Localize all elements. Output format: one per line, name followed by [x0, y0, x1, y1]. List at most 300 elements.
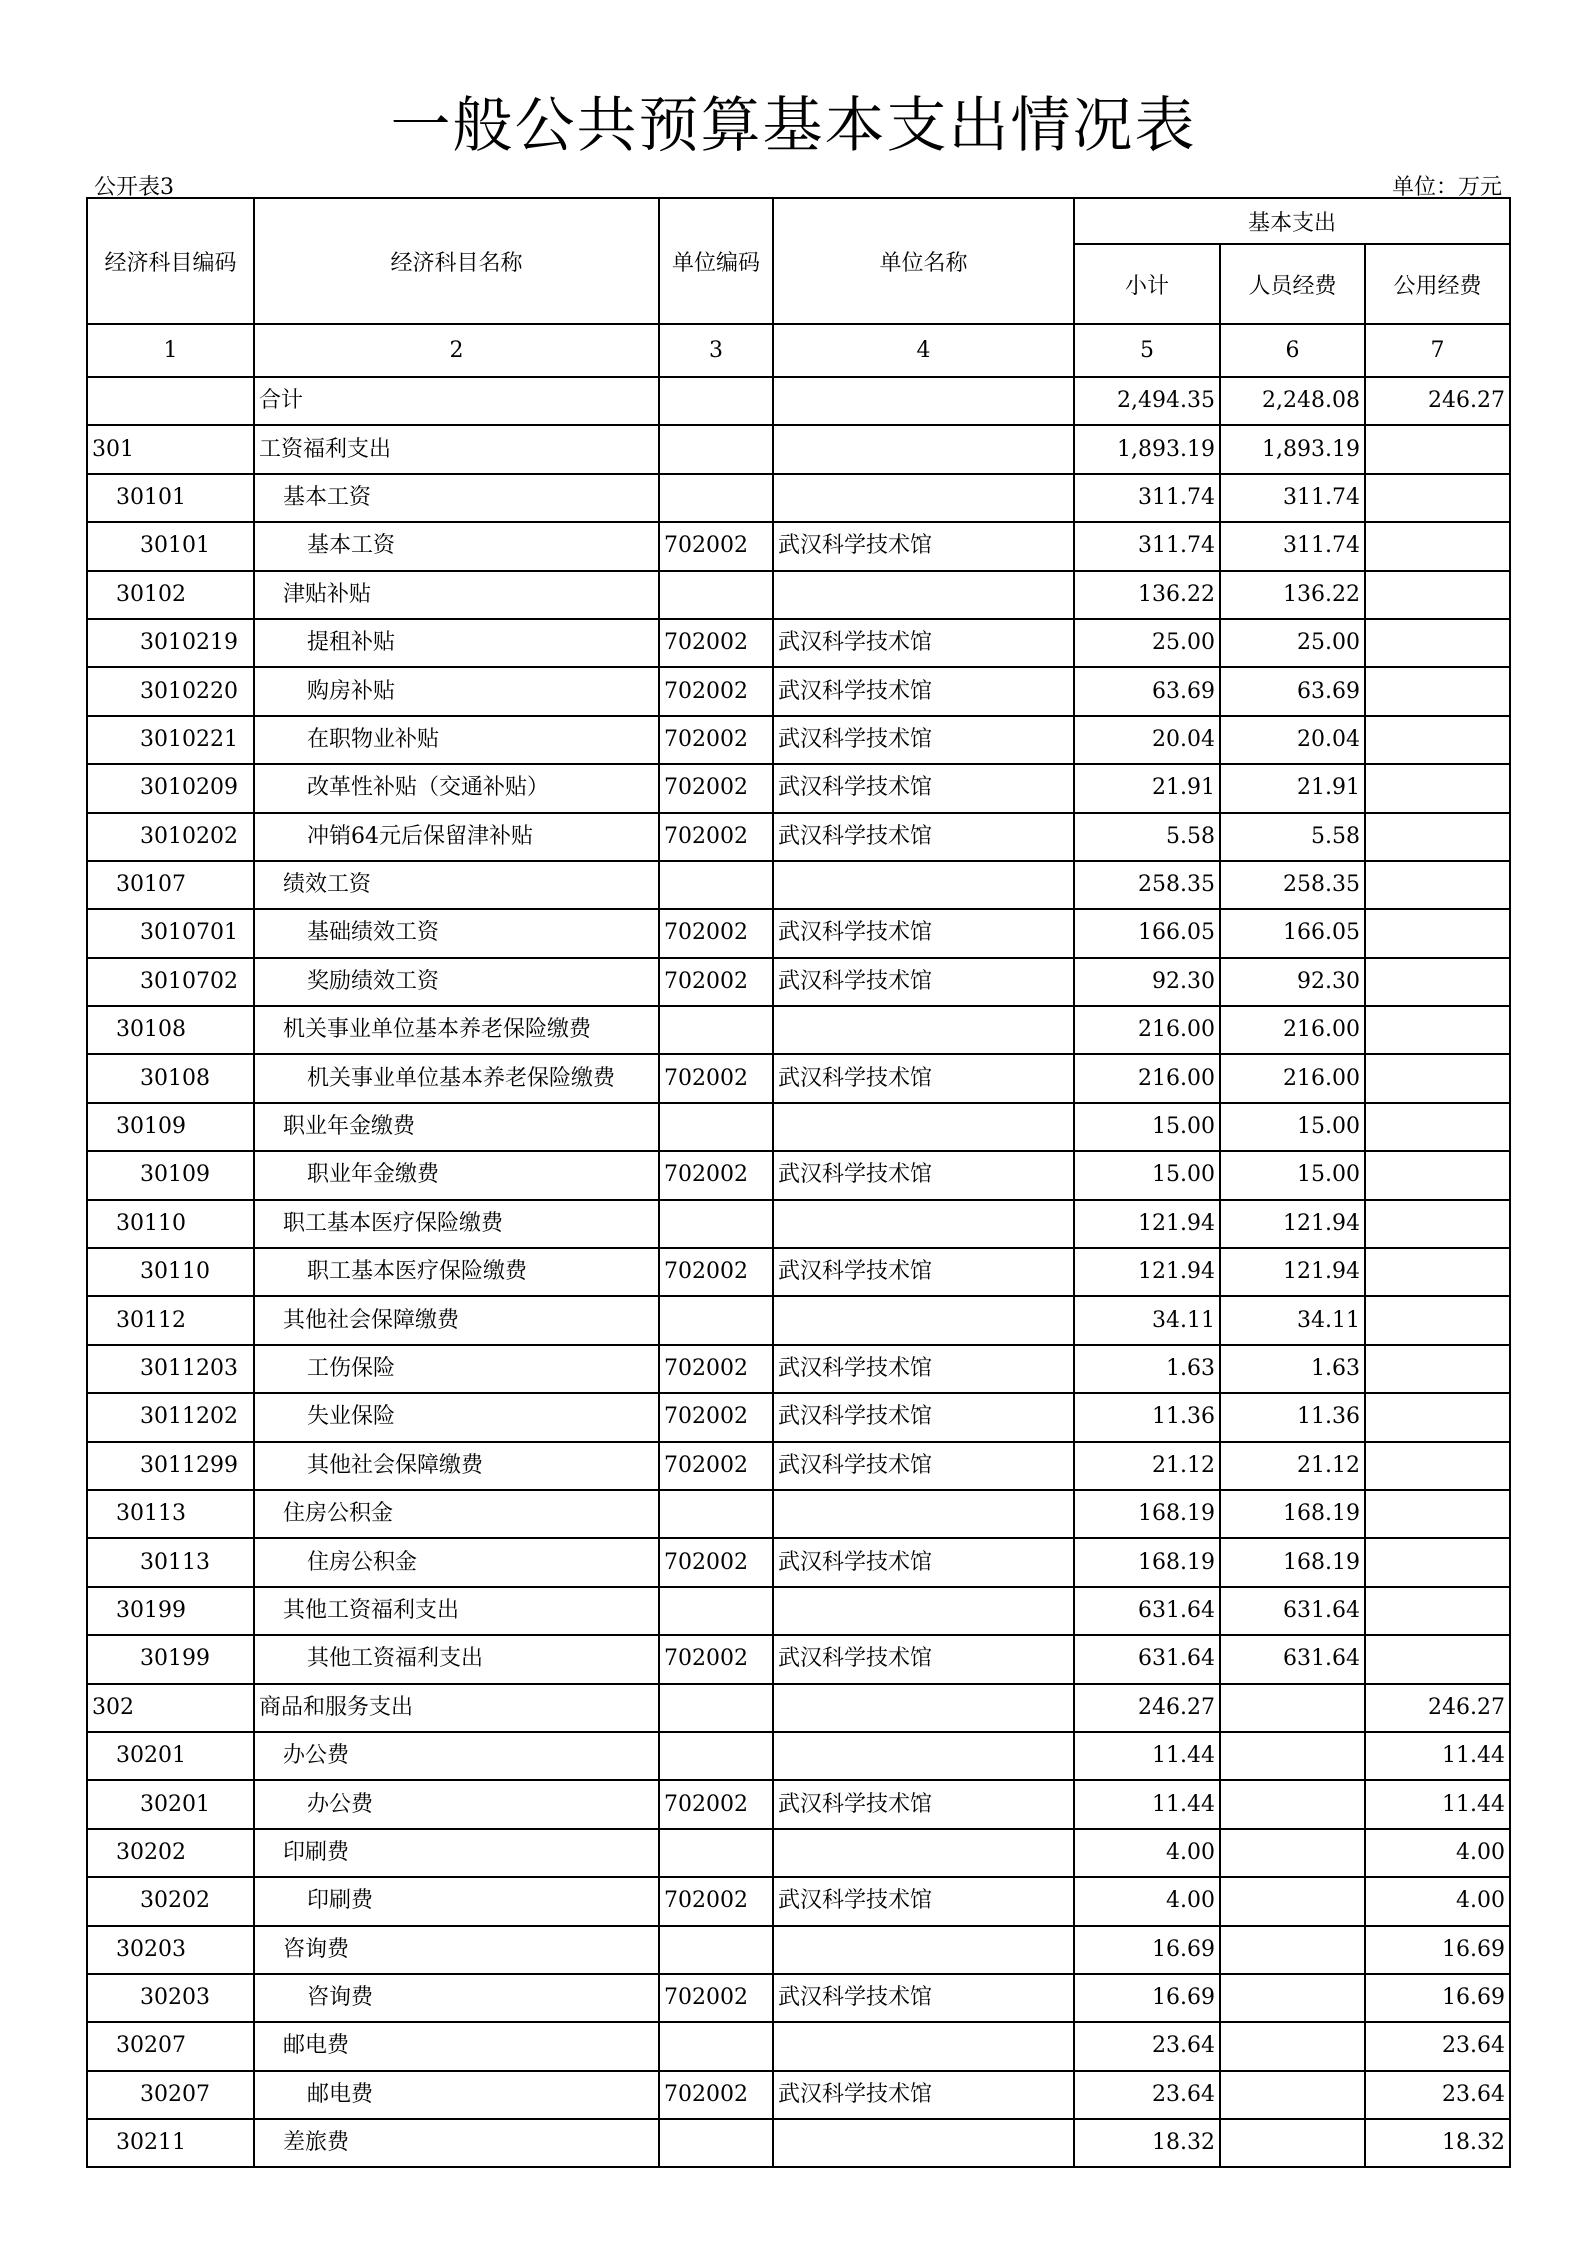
cell-unit-name [773, 861, 1074, 909]
cell-code: 3010219 [87, 619, 254, 667]
cell-public [1365, 571, 1510, 619]
cell-subtotal: 136.22 [1074, 571, 1220, 619]
cell-unit-name: 武汉科学技术馆 [773, 1877, 1074, 1925]
cell-unit-name: 武汉科学技术馆 [773, 1151, 1074, 1199]
cell-code: 30113 [87, 1538, 254, 1586]
cell-unit-code: 702002 [659, 716, 773, 764]
cell-subtotal: 15.00 [1074, 1103, 1220, 1151]
page-title: 一般公共预算基本支出情况表 [390, 91, 1197, 161]
cell-name: 职工基本医疗保险缴费 [254, 1248, 659, 1296]
cell-subtotal: 20.04 [1074, 716, 1220, 764]
cell-unit-code [659, 1103, 773, 1151]
cell-name: 咨询费 [254, 1974, 659, 2022]
cell-unit-code [659, 861, 773, 909]
cell-name: 办公费 [254, 1732, 659, 1780]
cell-unit-code: 702002 [659, 667, 773, 715]
cell-personnel: 21.12 [1220, 1442, 1365, 1490]
cell-personnel [1220, 1974, 1365, 2022]
cell-code: 30112 [87, 1296, 254, 1344]
cell-name: 机关事业单位基本养老保险缴费 [254, 1054, 659, 1102]
cell-name: 职业年金缴费 [254, 1103, 659, 1151]
cell-personnel: 63.69 [1220, 667, 1365, 715]
cell-unit-name: 武汉科学技术馆 [773, 813, 1074, 861]
cell-name: 在职物业补贴 [254, 716, 659, 764]
cell-unit-name: 武汉科学技术馆 [773, 1442, 1074, 1490]
cell-name: 购房补贴 [254, 667, 659, 715]
sheet-label: 公开表3 [94, 175, 174, 200]
cell-subtotal: 5.58 [1074, 813, 1220, 861]
cell-code: 30110 [87, 1200, 254, 1248]
cell-unit-name: 武汉科学技术馆 [773, 1780, 1074, 1828]
cell-unit-name: 武汉科学技术馆 [773, 1974, 1074, 2022]
cell-unit-code [659, 2119, 773, 2167]
col-number: 7 [1365, 324, 1510, 377]
cell-personnel [1220, 1926, 1365, 1974]
table-row [87, 2022, 1510, 2070]
table-row [87, 667, 1510, 715]
cell-name: 其他工资福利支出 [254, 1635, 659, 1683]
table-row [87, 425, 1510, 473]
cell-public [1365, 1006, 1510, 1054]
table-row [87, 2071, 1510, 2119]
cell-name: 机关事业单位基本养老保险缴费 [254, 1006, 659, 1054]
cell-name: 绩效工资 [254, 861, 659, 909]
cell-unit-name [773, 2119, 1074, 2167]
cell-subtotal: 21.91 [1074, 764, 1220, 812]
table-row [87, 474, 1510, 522]
cell-public: 11.44 [1365, 1780, 1510, 1828]
cell-personnel: 15.00 [1220, 1103, 1365, 1151]
cell-code: 30108 [87, 1006, 254, 1054]
cell-unit-name [773, 1006, 1074, 1054]
cell-code: 3010209 [87, 764, 254, 812]
table-row [87, 571, 1510, 619]
cell-unit-name [773, 1490, 1074, 1538]
col-number: 3 [659, 324, 773, 377]
cell-unit-code: 702002 [659, 909, 773, 957]
cell-public [1365, 813, 1510, 861]
cell-public [1365, 1054, 1510, 1102]
cell-personnel: 92.30 [1220, 958, 1365, 1006]
cell-unit-code [659, 377, 773, 425]
cell-code: 30101 [87, 474, 254, 522]
header-name: 经济科目名称 [254, 198, 659, 324]
cell-unit-code [659, 1587, 773, 1635]
cell-code: 30201 [87, 1780, 254, 1828]
cell-personnel: 121.94 [1220, 1200, 1365, 1248]
cell-unit-name [773, 1684, 1074, 1732]
cell-public [1365, 861, 1510, 909]
cell-subtotal: 168.19 [1074, 1490, 1220, 1538]
cell-unit-name: 武汉科学技术馆 [773, 958, 1074, 1006]
cell-code: 30211 [87, 2119, 254, 2167]
cell-code: 3010221 [87, 716, 254, 764]
cell-name: 住房公积金 [254, 1490, 659, 1538]
cell-name: 邮电费 [254, 2022, 659, 2070]
cell-code: 3010220 [87, 667, 254, 715]
cell-personnel: 34.11 [1220, 1296, 1365, 1344]
cell-unit-code [659, 1006, 773, 1054]
cell-subtotal: 168.19 [1074, 1538, 1220, 1586]
cell-personnel: 25.00 [1220, 619, 1365, 667]
cell-code: 30207 [87, 2022, 254, 2070]
header-unit-code: 单位编码 [659, 198, 773, 324]
cell-unit-code: 702002 [659, 1538, 773, 1586]
cell-subtotal: 2,494.35 [1074, 377, 1220, 425]
col-number: 6 [1220, 324, 1365, 377]
header-subtotal: 小计 [1074, 244, 1220, 324]
cell-subtotal: 246.27 [1074, 1684, 1220, 1732]
cell-subtotal: 63.69 [1074, 667, 1220, 715]
cell-unit-name: 武汉科学技术馆 [773, 1345, 1074, 1393]
cell-unit-name [773, 1926, 1074, 1974]
cell-code: 302 [87, 1684, 254, 1732]
cell-public [1365, 1490, 1510, 1538]
cell-unit-name [773, 1587, 1074, 1635]
cell-unit-name [773, 1296, 1074, 1344]
cell-public [1365, 764, 1510, 812]
cell-subtotal: 11.44 [1074, 1732, 1220, 1780]
cell-unit-name: 武汉科学技术馆 [773, 909, 1074, 957]
cell-code: 30203 [87, 1974, 254, 2022]
cell-public: 246.27 [1365, 1684, 1510, 1732]
table-row [87, 1248, 1510, 1296]
cell-unit-code: 702002 [659, 1248, 773, 1296]
cell-subtotal: 23.64 [1074, 2071, 1220, 2119]
cell-public: 4.00 [1365, 1877, 1510, 1925]
table-row [87, 1926, 1510, 1974]
table-row [87, 1538, 1510, 1586]
cell-subtotal: 631.64 [1074, 1587, 1220, 1635]
cell-public: 4.00 [1365, 1829, 1510, 1877]
cell-unit-code: 702002 [659, 619, 773, 667]
cell-public: 23.64 [1365, 2022, 1510, 2070]
cell-code: 30102 [87, 571, 254, 619]
cell-unit-name: 武汉科学技术馆 [773, 1393, 1074, 1441]
cell-personnel: 216.00 [1220, 1054, 1365, 1102]
table-row [87, 2119, 1510, 2167]
expenditure-table [86, 197, 1511, 2168]
cell-unit-code: 702002 [659, 1635, 773, 1683]
header-basic: 基本支出 [1074, 198, 1510, 244]
cell-name: 合计 [254, 377, 659, 425]
table-row [87, 619, 1510, 667]
cell-name: 职工基本医疗保险缴费 [254, 1200, 659, 1248]
cell-code: 3010701 [87, 909, 254, 957]
table-row [87, 764, 1510, 812]
table-row [87, 1345, 1510, 1393]
cell-unit-code: 702002 [659, 1780, 773, 1828]
table-row [87, 1393, 1510, 1441]
cell-unit-name [773, 1829, 1074, 1877]
cell-subtotal: 11.36 [1074, 1393, 1220, 1441]
cell-name: 其他工资福利支出 [254, 1587, 659, 1635]
unit-label: 单位：万元 [1391, 175, 1502, 200]
cell-public: 16.69 [1365, 1974, 1510, 2022]
cell-name: 印刷费 [254, 1829, 659, 1877]
cell-unit-name: 武汉科学技术馆 [773, 1054, 1074, 1102]
cell-personnel [1220, 2071, 1365, 2119]
cell-public [1365, 1345, 1510, 1393]
cell-code: 3011202 [87, 1393, 254, 1441]
cell-subtotal: 34.11 [1074, 1296, 1220, 1344]
cell-public: 11.44 [1365, 1732, 1510, 1780]
cell-personnel: 1,893.19 [1220, 425, 1365, 473]
cell-public [1365, 1587, 1510, 1635]
cell-subtotal: 216.00 [1074, 1054, 1220, 1102]
cell-unit-code: 702002 [659, 1442, 773, 1490]
cell-unit-name [773, 1103, 1074, 1151]
cell-subtotal: 16.69 [1074, 1926, 1220, 1974]
cell-subtotal: 11.44 [1074, 1780, 1220, 1828]
cell-code: 30199 [87, 1587, 254, 1635]
cell-unit-name: 武汉科学技术馆 [773, 1538, 1074, 1586]
cell-name: 其他社会保障缴费 [254, 1442, 659, 1490]
table-row [87, 1635, 1510, 1683]
header-public: 公用经费 [1365, 244, 1510, 324]
cell-unit-code [659, 1829, 773, 1877]
cell-unit-name [773, 571, 1074, 619]
table-row [87, 1732, 1510, 1780]
cell-name: 办公费 [254, 1780, 659, 1828]
cell-name: 邮电费 [254, 2071, 659, 2119]
cell-personnel [1220, 1732, 1365, 1780]
cell-name: 奖励绩效工资 [254, 958, 659, 1006]
cell-code: 30109 [87, 1103, 254, 1151]
cell-public [1365, 1296, 1510, 1344]
cell-code: 30107 [87, 861, 254, 909]
cell-name: 改革性补贴（交通补贴） [254, 764, 659, 812]
cell-name: 差旅费 [254, 2119, 659, 2167]
cell-subtotal: 21.12 [1074, 1442, 1220, 1490]
header-code: 经济科目编码 [87, 198, 254, 324]
cell-public [1365, 619, 1510, 667]
table-row [87, 1490, 1510, 1538]
table-row [87, 861, 1510, 909]
cell-unit-code [659, 425, 773, 473]
cell-public [1365, 1248, 1510, 1296]
cell-personnel: 258.35 [1220, 861, 1365, 909]
cell-name: 失业保险 [254, 1393, 659, 1441]
table-row [87, 1877, 1510, 1925]
cell-public: 18.32 [1365, 2119, 1510, 2167]
cell-code: 30202 [87, 1829, 254, 1877]
cell-unit-code: 702002 [659, 1877, 773, 1925]
cell-unit-code: 702002 [659, 1151, 773, 1199]
cell-public [1365, 958, 1510, 1006]
cell-personnel: 166.05 [1220, 909, 1365, 957]
cell-name: 印刷费 [254, 1877, 659, 1925]
cell-unit-code: 702002 [659, 522, 773, 570]
cell-unit-code: 702002 [659, 764, 773, 812]
table-row [87, 1103, 1510, 1151]
cell-public [1365, 522, 1510, 570]
cell-public: 246.27 [1365, 377, 1510, 425]
cell-unit-code: 702002 [659, 1974, 773, 2022]
table-body [87, 377, 1510, 2167]
cell-code: 30108 [87, 1054, 254, 1102]
cell-name: 基本工资 [254, 522, 659, 570]
cell-public [1365, 1442, 1510, 1490]
cell-personnel: 121.94 [1220, 1248, 1365, 1296]
cell-personnel [1220, 2022, 1365, 2070]
cell-subtotal: 311.74 [1074, 522, 1220, 570]
cell-public [1365, 425, 1510, 473]
cell-personnel: 311.74 [1220, 474, 1365, 522]
cell-subtotal: 4.00 [1074, 1877, 1220, 1925]
table-row [87, 1442, 1510, 1490]
cell-code: 30207 [87, 2071, 254, 2119]
cell-name: 提租补贴 [254, 619, 659, 667]
cell-subtotal: 92.30 [1074, 958, 1220, 1006]
cell-unit-name: 武汉科学技术馆 [773, 1635, 1074, 1683]
cell-personnel [1220, 1780, 1365, 1828]
cell-unit-code: 702002 [659, 2071, 773, 2119]
cell-personnel: 2,248.08 [1220, 377, 1365, 425]
cell-public [1365, 667, 1510, 715]
cell-subtotal: 121.94 [1074, 1200, 1220, 1248]
cell-unit-code: 702002 [659, 1393, 773, 1441]
cell-unit-code [659, 1490, 773, 1538]
cell-subtotal: 15.00 [1074, 1151, 1220, 1199]
cell-unit-code [659, 1684, 773, 1732]
cell-code: 3010202 [87, 813, 254, 861]
cell-subtotal: 23.64 [1074, 2022, 1220, 2070]
cell-name: 商品和服务支出 [254, 1684, 659, 1732]
table-row [87, 522, 1510, 570]
table-row [87, 813, 1510, 861]
cell-name: 咨询费 [254, 1926, 659, 1974]
col-number: 1 [87, 324, 254, 377]
cell-personnel [1220, 1877, 1365, 1925]
cell-personnel: 311.74 [1220, 522, 1365, 570]
cell-subtotal: 258.35 [1074, 861, 1220, 909]
cell-code: 3011299 [87, 1442, 254, 1490]
table-row [87, 1151, 1510, 1199]
cell-code: 30113 [87, 1490, 254, 1538]
cell-unit-code [659, 1926, 773, 1974]
cell-public: 23.64 [1365, 2071, 1510, 2119]
cell-name: 住房公积金 [254, 1538, 659, 1586]
cell-unit-code: 702002 [659, 958, 773, 1006]
cell-code: 30201 [87, 1732, 254, 1780]
cell-subtotal: 166.05 [1074, 909, 1220, 957]
cell-public [1365, 1393, 1510, 1441]
cell-personnel [1220, 1684, 1365, 1732]
cell-personnel: 216.00 [1220, 1006, 1365, 1054]
table-row [87, 1200, 1510, 1248]
cell-public [1365, 1635, 1510, 1683]
cell-personnel: 15.00 [1220, 1151, 1365, 1199]
cell-name: 职业年金缴费 [254, 1151, 659, 1199]
cell-unit-code: 702002 [659, 1345, 773, 1393]
cell-code: 30110 [87, 1248, 254, 1296]
cell-unit-code [659, 474, 773, 522]
cell-unit-name: 武汉科学技术馆 [773, 2071, 1074, 2119]
cell-subtotal: 25.00 [1074, 619, 1220, 667]
cell-public [1365, 1200, 1510, 1248]
cell-code: 30202 [87, 1877, 254, 1925]
cell-unit-code: 702002 [659, 1054, 773, 1102]
cell-personnel [1220, 1829, 1365, 1877]
cell-public [1365, 909, 1510, 957]
cell-code: 301 [87, 425, 254, 473]
header-personnel: 人员经费 [1220, 244, 1365, 324]
cell-personnel [1220, 2119, 1365, 2167]
col-number: 5 [1074, 324, 1220, 377]
cell-unit-name [773, 1732, 1074, 1780]
cell-unit-code [659, 1732, 773, 1780]
cell-subtotal: 18.32 [1074, 2119, 1220, 2167]
cell-personnel: 1.63 [1220, 1345, 1365, 1393]
cell-personnel: 136.22 [1220, 571, 1365, 619]
table-row [87, 716, 1510, 764]
cell-name: 其他社会保障缴费 [254, 1296, 659, 1344]
cell-name: 工伤保险 [254, 1345, 659, 1393]
cell-unit-name [773, 377, 1074, 425]
table-row [87, 1829, 1510, 1877]
table-row [87, 1006, 1510, 1054]
table-row [87, 1780, 1510, 1828]
table-row [87, 1974, 1510, 2022]
cell-code: 3011203 [87, 1345, 254, 1393]
cell-unit-name: 武汉科学技术馆 [773, 716, 1074, 764]
cell-public [1365, 474, 1510, 522]
cell-subtotal: 311.74 [1074, 474, 1220, 522]
cell-subtotal: 121.94 [1074, 1248, 1220, 1296]
col-number: 4 [773, 324, 1074, 377]
cell-subtotal: 1,893.19 [1074, 425, 1220, 473]
cell-name: 基本工资 [254, 474, 659, 522]
cell-unit-name: 武汉科学技术馆 [773, 667, 1074, 715]
table-row [87, 1296, 1510, 1344]
cell-unit-name [773, 474, 1074, 522]
cell-personnel: 21.91 [1220, 764, 1365, 812]
cell-public: 16.69 [1365, 1926, 1510, 1974]
cell-personnel: 11.36 [1220, 1393, 1365, 1441]
cell-public [1365, 1151, 1510, 1199]
cell-unit-name [773, 2022, 1074, 2070]
cell-name: 工资福利支出 [254, 425, 659, 473]
cell-personnel: 20.04 [1220, 716, 1365, 764]
cell-unit-code [659, 2022, 773, 2070]
table-row [87, 377, 1510, 425]
cell-subtotal: 216.00 [1074, 1006, 1220, 1054]
cell-personnel: 168.19 [1220, 1490, 1365, 1538]
cell-code: 30203 [87, 1926, 254, 1974]
cell-unit-name: 武汉科学技术馆 [773, 522, 1074, 570]
cell-personnel: 631.64 [1220, 1635, 1365, 1683]
table-row [87, 958, 1510, 1006]
cell-code: 30199 [87, 1635, 254, 1683]
cell-personnel: 5.58 [1220, 813, 1365, 861]
cell-unit-code: 702002 [659, 813, 773, 861]
cell-public [1365, 1103, 1510, 1151]
col-number: 2 [254, 324, 659, 377]
cell-unit-name: 武汉科学技术馆 [773, 764, 1074, 812]
cell-name: 津贴补贴 [254, 571, 659, 619]
cell-public [1365, 716, 1510, 764]
cell-unit-name: 武汉科学技术馆 [773, 1248, 1074, 1296]
cell-subtotal: 1.63 [1074, 1345, 1220, 1393]
cell-unit-code [659, 1200, 773, 1248]
cell-code: 30109 [87, 1151, 254, 1199]
cell-personnel: 168.19 [1220, 1538, 1365, 1586]
cell-subtotal: 16.69 [1074, 1974, 1220, 2022]
cell-unit-code [659, 571, 773, 619]
cell-name: 基础绩效工资 [254, 909, 659, 957]
cell-code: 3010702 [87, 958, 254, 1006]
